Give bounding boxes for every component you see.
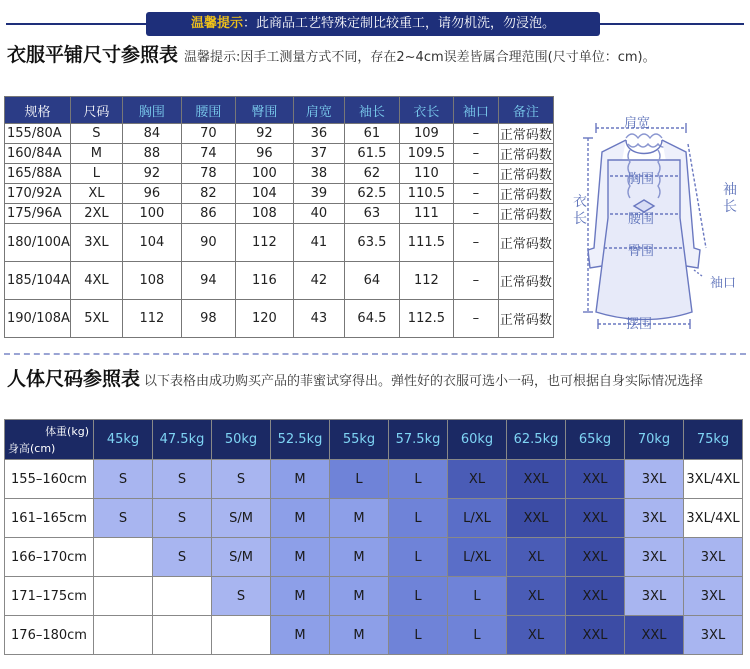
table-row [5,460,743,499]
table-cell: 37 [293,144,344,164]
size-cell: S [153,499,212,538]
weight-header: 65kg [566,420,625,460]
spec-cell: 185/104A [5,262,71,300]
size-cell: L/XL [448,499,507,538]
size-cell: S [153,460,212,499]
table-cell: 109 [399,124,453,144]
table-cell: 104 [122,224,181,262]
size-cell: L [448,616,507,655]
size-cell: 3XL/4XL [684,460,743,499]
table-cell: 90 [181,224,235,262]
notice-pill [146,12,600,36]
table-cell: 4XL [70,262,122,300]
table-cell: 111 [399,204,453,224]
notice-banner [0,0,750,38]
table-cell: 92 [235,124,293,144]
table-cell: 88 [122,144,181,164]
weight-header: 47.5kg [153,420,212,460]
size-cell [153,577,212,616]
size-cell: M [271,577,330,616]
weight-header: 60kg [448,420,507,460]
garment-col-header: 胸围 [122,97,181,124]
size-cell: S/M [212,538,271,577]
table-cell: 39 [293,184,344,204]
table-row [5,124,554,144]
table-cell: 62 [344,164,399,184]
garment-col-header: 尺码 [70,97,122,124]
spec-cell: 160/84A [5,144,71,164]
weight-header: 55kg [330,420,389,460]
weight-header: 62.5kg [507,420,566,460]
table-cell: 70 [181,124,235,144]
diagram-shoulder-label: 肩宽 [624,116,651,131]
table-row [5,616,743,655]
size-cell: 3XL [684,616,743,655]
size-cell: L/XL [448,538,507,577]
table-cell: 100 [122,204,181,224]
table-row [5,204,554,224]
table-cell: 64.5 [344,300,399,338]
garment-col-header: 腰围 [181,97,235,124]
table-cell: – [453,204,498,224]
size-cell: L [448,577,507,616]
notice-text: ：此商品工艺特殊定制比较重工，请勿机洗，勿浸泡。 [243,16,556,31]
table-cell: – [453,184,498,204]
table-cell: 正常码数 [498,184,553,204]
table-cell: 2XL [70,204,122,224]
table-cell: 92 [122,164,181,184]
weight-axis-label: 体重(kg) [45,425,89,438]
spec-cell: 165/88A [5,164,71,184]
height-axis-label: 身高(cm) [8,442,56,455]
size-cell [212,616,271,655]
table-cell: 116 [235,262,293,300]
size-cell: M [271,538,330,577]
table-row [5,164,554,184]
table-row [5,577,743,616]
size-cell: XXL [566,499,625,538]
size-cell: L [389,538,448,577]
table-cell: 正常码数 [498,164,553,184]
table-cell: 正常码数 [498,262,553,300]
height-cell: 161–165cm [5,499,94,538]
diagram-sleeve-label: 袖长 [723,182,737,215]
table-cell: 41 [293,224,344,262]
spec-cell: 190/108A [5,300,71,338]
size-cell: XL [507,538,566,577]
garment-size-title: 衣服平铺尺寸参照表 [7,44,179,66]
size-cell: S [94,460,153,499]
table-cell: 62.5 [344,184,399,204]
table-cell: – [453,144,498,164]
table-cell: – [453,300,498,338]
table-row [5,144,554,164]
dress-outline-icon [568,98,744,334]
size-cell: 3XL [684,538,743,577]
spec-cell: 175/96A [5,204,71,224]
size-cell: XXL [507,499,566,538]
weight-header: 50kg [212,420,271,460]
table-cell: S [70,124,122,144]
size-cell: 3XL [684,577,743,616]
table-cell: 正常码数 [498,204,553,224]
table-cell: 108 [122,262,181,300]
size-cell: M [271,460,330,499]
weight-header: 57.5kg [389,420,448,460]
size-cell: S [212,577,271,616]
table-cell: 36 [293,124,344,144]
table-row [5,184,554,204]
table-cell: 正常码数 [498,300,553,338]
diagram-cuff-label: 袖口 [710,276,737,291]
spec-cell: 170/92A [5,184,71,204]
garment-size-heading [7,44,747,69]
height-cell: 176–180cm [5,616,94,655]
size-cell: L [389,577,448,616]
diagram-waist-label: 腰围 [628,212,655,227]
table-cell: 112 [235,224,293,262]
garment-size-table [4,96,554,338]
table-cell: 94 [181,262,235,300]
table-cell: 96 [235,144,293,164]
size-cell: XL [507,577,566,616]
garment-table-header [5,97,554,124]
table-corner-cell [5,420,94,460]
size-cell: S/M [212,499,271,538]
table-cell: 40 [293,204,344,224]
table-cell: 63 [344,204,399,224]
table-cell: 100 [235,164,293,184]
weight-header: 70kg [625,420,684,460]
diagram-hem-label: 摆围 [626,317,653,332]
garment-col-header: 备注 [498,97,553,124]
table-cell: 110.5 [399,184,453,204]
body-size-title: 人体尺码参照表 [7,368,141,390]
table-cell: 61.5 [344,144,399,164]
table-cell: 43 [293,300,344,338]
weight-header-row [5,420,743,460]
weight-header: 75kg [684,420,743,460]
table-cell: – [453,124,498,144]
table-cell: 86 [181,204,235,224]
size-cell: XXL [566,460,625,499]
table-cell: 61 [344,124,399,144]
table-row [5,300,554,338]
table-cell: 74 [181,144,235,164]
size-cell: M [330,616,389,655]
table-cell: 正常码数 [498,144,553,164]
table-cell: 112 [122,300,181,338]
table-cell: 63.5 [344,224,399,262]
garment-col-header: 肩宽 [293,97,344,124]
table-cell: 110 [399,164,453,184]
body-size-heading [7,370,749,391]
table-cell: M [70,144,122,164]
size-cell: 3XL [625,538,684,577]
table-row [5,499,743,538]
weight-header: 52.5kg [271,420,330,460]
table-cell: 正常码数 [498,124,553,144]
garment-col-header: 衣长 [399,97,453,124]
size-cell: L [389,616,448,655]
banner-line-left [6,23,146,25]
height-cell: 171–175cm [5,577,94,616]
table-cell: – [453,224,498,262]
size-cell: L [389,499,448,538]
size-cell: XL [507,616,566,655]
size-cell: XXL [507,460,566,499]
diagram-hip-label: 臀围 [628,244,655,259]
size-cell: XL [448,460,507,499]
size-cell: M [271,616,330,655]
table-cell: 42 [293,262,344,300]
size-cell: M [330,538,389,577]
table-cell: 98 [181,300,235,338]
notice-highlight: 温馨提示 [190,16,243,31]
size-cell: 3XL [625,460,684,499]
table-cell: 84 [122,124,181,144]
spec-cell: 155/80A [5,124,71,144]
size-cell: S [94,499,153,538]
size-cell: XXL [566,577,625,616]
garment-size-note: 温馨提示:因手工测量方式不同，存在2~4cm误差皆属合理范围(尺寸单位：cm)。 [184,50,656,65]
spec-cell: 180/100A [5,224,71,262]
garment-col-header: 规格 [5,97,71,124]
size-cell: M [330,499,389,538]
size-cell: XXL [566,616,625,655]
size-cell: L [330,460,389,499]
size-cell: 3XL [625,499,684,538]
size-cell [94,577,153,616]
table-row [5,262,554,300]
weight-header: 45kg [94,420,153,460]
size-cell: XXL [625,616,684,655]
table-row [5,538,743,577]
size-cell: XXL [566,538,625,577]
size-cell: L [389,460,448,499]
table-cell: 120 [235,300,293,338]
height-cell: 155–160cm [5,460,94,499]
size-cell [94,616,153,655]
body-size-note: 以下表格由成功购买产品的菲蜜试穿得出。弹性好的衣服可选小一码，也可根据自身实际情况选择 [144,374,704,389]
banner-line-right [600,23,744,25]
table-cell: 82 [181,184,235,204]
size-cell [94,538,153,577]
garment-measure-diagram [568,98,744,334]
size-cell: S [153,538,212,577]
table-cell: 112.5 [399,300,453,338]
garment-col-header: 袖口 [453,97,498,124]
garment-col-header: 臀围 [235,97,293,124]
table-row [5,224,554,262]
table-cell: 111.5 [399,224,453,262]
table-cell: 5XL [70,300,122,338]
body-size-table [4,419,743,655]
table-cell: 3XL [70,224,122,262]
table-cell: 64 [344,262,399,300]
size-cell: 3XL [625,577,684,616]
size-cell: M [271,499,330,538]
table-cell: L [70,164,122,184]
size-cell: M [330,577,389,616]
table-cell: 78 [181,164,235,184]
size-cell [153,616,212,655]
table-cell: 正常码数 [498,224,553,262]
table-cell: 109.5 [399,144,453,164]
table-cell: 112 [399,262,453,300]
table-cell: – [453,164,498,184]
section-divider [4,353,746,355]
table-cell: XL [70,184,122,204]
table-cell: 96 [122,184,181,204]
size-cell: S [212,460,271,499]
garment-col-header: 袖长 [344,97,399,124]
table-cell: – [453,262,498,300]
diagram-chest-label: 胸围 [628,172,655,187]
height-cell: 166–170cm [5,538,94,577]
table-cell: 104 [235,184,293,204]
table-cell: 108 [235,204,293,224]
size-cell: 3XL/4XL [684,499,743,538]
diagram-length-label: 衣长 [573,194,587,227]
table-cell: 38 [293,164,344,184]
